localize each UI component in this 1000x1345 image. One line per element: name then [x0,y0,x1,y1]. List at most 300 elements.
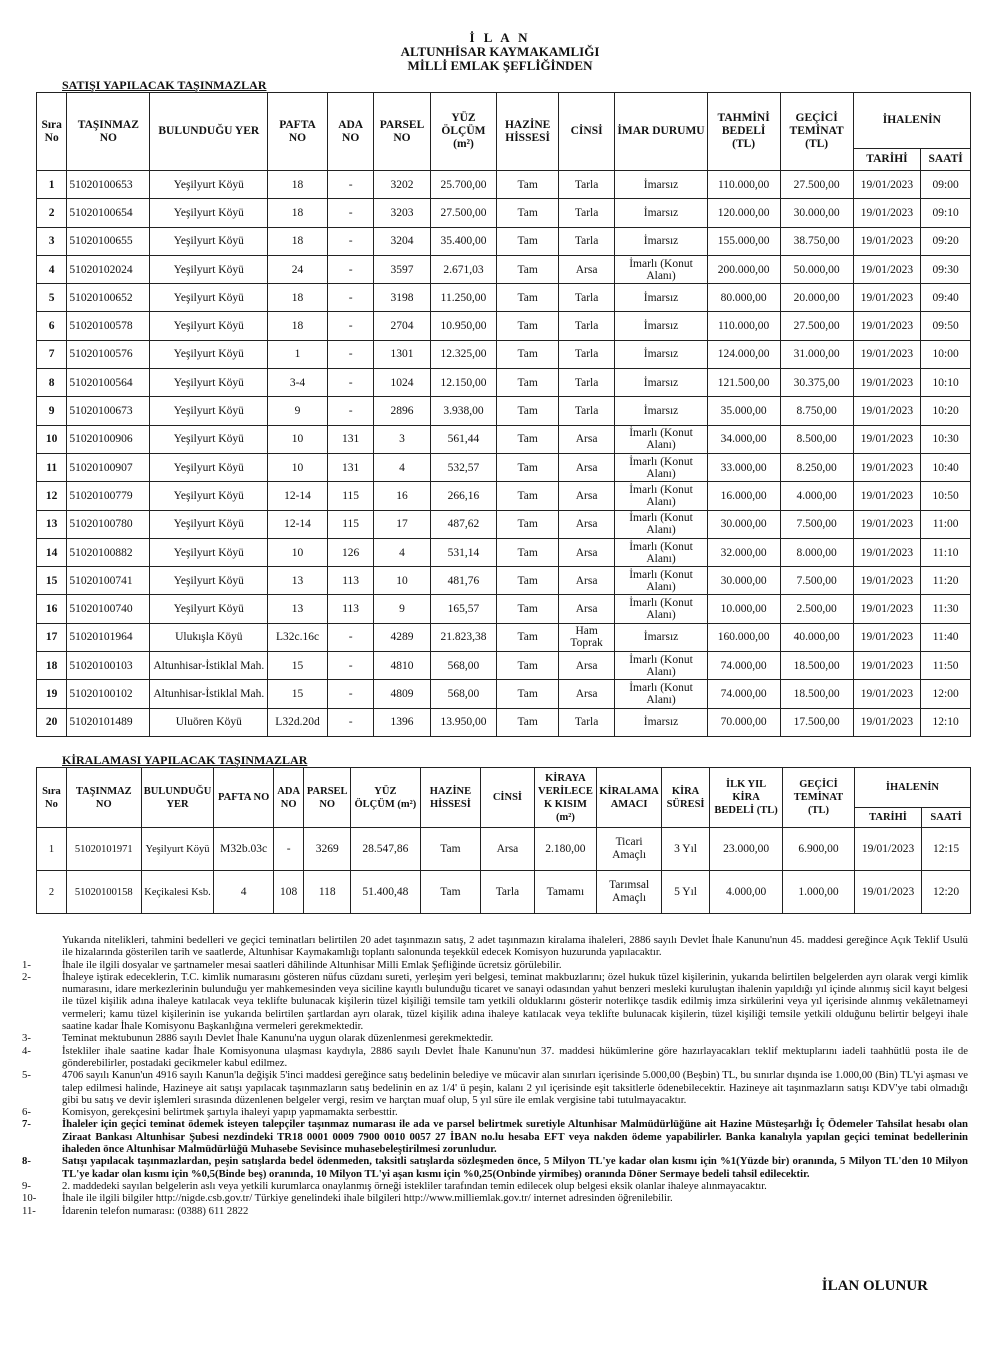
col-ada: ADA NO [273,768,303,828]
table-cell: 31.000,00 [780,340,853,368]
table-row [37,199,971,227]
table-cell: İmarsız [615,623,707,651]
col-hazine: HAZİNE HİSSESİ [497,93,559,171]
table-cell: Ham Toprak [558,623,614,651]
table-cell: 10 [268,453,328,481]
terms-item-text: İhaleler için geçici teminat ödemek isteyen talepçiler taşınmaz numarası ile ada ve parsel belirtmek suretiyle Altunhisar Malmüdürlüğüne ait Hazine Müsteşarlığı İç Ödemeler Tahsilat hesabı olan Ziraat Bankası Altunhisar Şubesi nezdindeki TR18 0001 0009 7900 0010 0057 27 İBAN no.lu hesaba EFT veya nakden ödeme yapabilirler. Banka kanalıyla yapılan geçici teminat bedellerinin ihaleden önce Altunhisar Malmüdürlüğü Muhasebe Sevisince muhasebeleştirilmesi zorunludur. [62,1118,968,1156]
table-row [37,482,971,510]
col-sira: Sıra No [37,768,67,828]
table-cell: 80.000,00 [707,284,780,312]
table-cell: 4 [214,871,274,914]
table-cell: 19/01/2023 [853,171,921,199]
table-row [37,623,971,651]
table-cell: İmarsız [615,708,707,736]
table-cell: 8 [37,369,67,397]
table-cell: 51020100578 [67,312,150,340]
table-cell: - [273,828,303,871]
table-cell: 10:40 [921,453,971,481]
table-row [37,255,971,283]
table-cell: 35.000,00 [707,397,780,425]
table-row [37,708,971,736]
table-cell: 115 [327,510,374,538]
table-cell: 34.000,00 [707,425,780,453]
table-cell: - [327,255,374,283]
table-cell: 10 [37,425,67,453]
sale-section-title: SATIŞI YAPILACAK TAŞINMAZLAR [62,78,267,92]
table-cell: Tarla [558,708,614,736]
table-cell: Yeşilyurt Köyü [150,199,268,227]
col-cinsi: CİNSİ [481,768,535,828]
table-cell: Tam [420,828,480,871]
col-tasinmaz: TAŞINMAZ NO [66,768,141,828]
table-cell: 3 [37,227,67,255]
table-cell: 131 [327,453,374,481]
col-sure: KİRA SÜRESİ [662,768,710,828]
table-cell: 5 [37,284,67,312]
table-cell: Arsa [558,595,614,623]
table-cell: 11 [37,453,67,481]
table-cell: 9 [37,397,67,425]
table-cell: 14 [37,538,67,566]
table-cell: Yeşilyurt Köyü [150,312,268,340]
table-cell: 3-4 [268,369,328,397]
table-cell: Arsa [558,567,614,595]
col-sira: Sıra No [37,93,67,171]
table-cell: 131 [327,425,374,453]
table-cell: 124.000,00 [707,340,780,368]
table-row [37,595,971,623]
table-cell: 19/01/2023 [853,284,921,312]
terms-item-number: 2- [22,970,31,983]
table-row [37,171,971,199]
table-cell: 113 [327,595,374,623]
table-cell: Yeşilyurt Köyü [150,453,268,481]
table-cell: 4 [374,453,430,481]
table-cell: Tarla [558,199,614,227]
col-pafta: PAFTA NO [214,768,274,828]
terms-item-text: 4706 sayılı Kanun'un 4916 sayılı Kanun'la değişik 5'inci maddesi gereğince satış bedelinin belediye ve mücavir alan sınırları içerisinde 5.000,00 (Beşbin) TL, bu sınırlar dışında ise 1.000,00 (Bin) TL'yi aşması ve talep edilmesi halinde, Hazineye ait satışı yapılacak taşınmazların satış bedelinin en az 1/4' ü peşin, kalanı 2 yıl içerisinde eşit taksitlerle ödenebilecektir. Hazineye ait taşınmazların satışı KDV'ye tabi olmadığı gibi bu satış ve devir işlemleri sırasında düzenlenen belgeler vergi, resim ve harçtan muaf olup, 5 yıl süre ile emlak vergisine tabi tutulmayacaktır. [62,1069,968,1106]
table-cell: 51020100653 [67,171,150,199]
table-cell: 5 Yıl [662,871,710,914]
col-teminat: GEÇİCİ TEMİNAT (TL) [780,93,853,171]
table-cell: 2 [37,199,67,227]
table-cell: 126 [327,538,374,566]
table-cell: Tarla [558,397,614,425]
table-cell: 74.000,00 [707,652,780,680]
table-cell: 51020100740 [67,595,150,623]
table-cell: 17 [374,510,430,538]
table-cell: - [327,397,374,425]
table-cell: 23.000,00 [710,828,783,871]
table-cell: İmarlı (Konut Alanı) [615,482,707,510]
table-cell: 18 [268,199,328,227]
table-cell: Yeşilyurt Köyü [150,567,268,595]
table-cell: 11:20 [921,567,971,595]
table-cell: Tam [497,623,559,651]
table-cell: Yeşilyurt Köyü [150,171,268,199]
table-cell: 19/01/2023 [853,482,921,510]
table-cell: 12-14 [268,510,328,538]
table-cell: 30.000,00 [707,510,780,538]
terms-item [22,1069,968,1106]
table-cell: Yeşilyurt Köyü [150,340,268,368]
table-cell: 51020100780 [67,510,150,538]
table-cell: - [327,199,374,227]
table-cell: Arsa [558,453,614,481]
table-cell: 16.000,00 [707,482,780,510]
terms-item-number: 10- [22,1192,37,1205]
table-cell: 20.000,00 [780,284,853,312]
terms-item [22,970,968,1033]
table-cell: Arsa [481,828,535,871]
table-cell: Yeşilyurt Köyü [150,284,268,312]
terms-item-text: İstekliler ihale saatine kadar İhale Komisyonuna ulaşması kaydıyla, 2886 sayılı Devlet İhale Kanunu'nun 37. maddesi hükümlerine göre hazırlayacakları teklif mektuplarını iadeli taahhütlü posta ile de gönderebilirler, postadaki gecikmeler kabul edilmez. [62,1044,968,1069]
table-cell: Tam [497,538,559,566]
table-cell: Tam [497,680,559,708]
table-cell: Tamamı [534,871,597,914]
table-cell: 7 [37,340,67,368]
table-cell: 70.000,00 [707,708,780,736]
table-cell: 9 [268,397,328,425]
table-cell: 19/01/2023 [853,623,921,651]
table-cell: 7.500,00 [780,567,853,595]
table-cell: Yeşilyurt Köyü [150,397,268,425]
table-cell: Yeşilyurt Köyü [150,227,268,255]
terms-item-text: İhale ile ilgili bilgiler http://nigde.csb.gov.tr/ Türkiye genelindeki ihale bilgileri http://www.milliemlak.gov.tr/ internet adresinden öğrenilebilir. [62,1192,673,1205]
table-cell: İmarlı (Konut Alanı) [615,425,707,453]
table-cell: 155.000,00 [707,227,780,255]
table-cell: 38.750,00 [780,227,853,255]
terms-item [22,1155,968,1180]
terms-item-number: 11- [22,1204,36,1217]
notice-title: İ L A N [469,30,531,45]
table-cell: 19/01/2023 [853,595,921,623]
table-cell: Tarımsal Amaçlı [597,871,662,914]
table-cell: İmarsız [615,312,707,340]
col-yer: BULUNDUĞU YER [150,93,268,171]
table-cell: 18.500,00 [780,680,853,708]
table-cell: 1396 [374,708,430,736]
table-cell: 7.500,00 [780,510,853,538]
table-row [37,340,971,368]
table-cell: İmarlı (Konut Alanı) [615,453,707,481]
table-cell: Tam [497,595,559,623]
table-cell: Uluören Köyü [150,708,268,736]
table-cell: 19/01/2023 [853,340,921,368]
col-hazine: HAZİNE HİSSESİ [420,768,480,828]
col-bedel: TAHMİNİ BEDELİ (TL) [707,93,780,171]
table-cell: 561,44 [430,425,497,453]
table-cell: Tarla [558,227,614,255]
rent-table [36,767,971,914]
table-cell: Tarla [558,171,614,199]
table-cell: Altunhisar-İstiklal Mah. [150,652,268,680]
table-cell: Tam [497,652,559,680]
table-cell: 3204 [374,227,430,255]
table-cell: 4.000,00 [780,482,853,510]
table-cell: Tam [497,340,559,368]
table-cell: 12:15 [922,828,971,871]
table-cell: 27.500,00 [780,171,853,199]
table-cell: İmarsız [615,227,707,255]
table-cell: 09:00 [921,171,971,199]
table-cell: Keçikalesi Ksb. [141,871,214,914]
authority-unit: MİLLİ EMLAK ŞEFLİĞİNDEN [407,58,593,73]
table-cell: 10:50 [921,482,971,510]
table-cell: 4809 [374,680,430,708]
table-cell: 32.000,00 [707,538,780,566]
table-cell: 2896 [374,397,430,425]
col-parsel: PARSEL NO [304,768,351,828]
table-cell: 15 [268,680,328,708]
table-cell: 1 [37,828,67,871]
table-cell: 12.325,00 [430,340,497,368]
table-cell: - [327,284,374,312]
authority-name: ALTUNHİSAR KAYMAKAMLIĞI [400,44,600,59]
table-cell: Tam [497,171,559,199]
table-cell: 19/01/2023 [853,652,921,680]
table-cell: 19/01/2023 [853,567,921,595]
table-cell: Tam [497,482,559,510]
table-cell: 18 [268,227,328,255]
table-cell: 13 [268,595,328,623]
terms-item-number: 9- [22,1179,31,1192]
table-cell: 12 [37,482,67,510]
table-cell: 51020100673 [67,397,150,425]
table-cell: 6.900,00 [783,828,855,871]
table-cell: 568,00 [430,680,497,708]
table-cell: 4 [374,538,430,566]
table-cell: - [327,623,374,651]
table-cell: 3202 [374,171,430,199]
terms-item-number: 8- [22,1155,31,1168]
table-cell: 3.938,00 [430,397,497,425]
table-cell: Tam [497,284,559,312]
table-row [37,227,971,255]
table-cell: Tam [497,397,559,425]
table-row [37,538,971,566]
table-cell: L32c.16c [268,623,328,651]
table-cell: Yeşilyurt Köyü [150,595,268,623]
table-cell: 3203 [374,199,430,227]
col-cinsi: CİNSİ [558,93,614,171]
col-saat: SAATİ [922,808,971,828]
table-cell: Tarla [558,369,614,397]
col-tarih: TARİHİ [854,808,921,828]
table-cell: Tam [420,871,480,914]
table-cell: Yeşilyurt Köyü [150,510,268,538]
terms-item [22,1032,968,1045]
table-cell: Yeşilyurt Köyü [150,369,268,397]
table-cell: Tarla [481,871,535,914]
terms-item [22,1044,968,1070]
col-ihale: İHALENİN [853,93,970,149]
table-cell: 09:10 [921,199,971,227]
table-cell: 13.950,00 [430,708,497,736]
table-cell: 3597 [374,255,430,283]
table-cell: 51020100906 [67,425,150,453]
table-cell: 160.000,00 [707,623,780,651]
table-cell: Tam [497,708,559,736]
rent-section-title: KİRALAMASI YAPILACAK TAŞINMAZLAR [62,753,308,767]
table-cell: 1 [37,171,67,199]
table-cell: 51020101489 [67,708,150,736]
terms-item-text: Komisyon, gerekçesini belirtmek şartıyla ihaleyi yapıp yapmamakta serbesttir. [62,1106,398,1119]
table-cell: 21.823,38 [430,623,497,651]
terms-item-number: 5- [22,1069,31,1082]
table-cell: 19/01/2023 [854,828,921,871]
col-yuzolcum: YÜZ ÖLÇÜM (m²) [430,93,497,171]
table-cell: Tam [497,255,559,283]
terms-item-text: İdarenin telefon numarası: (0388) 611 2822 [62,1204,249,1217]
table-row [37,425,971,453]
table-cell: 09:50 [921,312,971,340]
table-cell: 2.500,00 [780,595,853,623]
table-cell: - [327,652,374,680]
table-cell: 51020100882 [67,538,150,566]
table-cell: Tam [497,425,559,453]
table-cell: 15 [268,652,328,680]
table-cell: 532,57 [430,453,497,481]
table-row [37,680,971,708]
table-cell: 3269 [304,828,351,871]
table-cell: 19/01/2023 [853,312,921,340]
table-cell: Arsa [558,255,614,283]
col-kiraya: KİRAYA VERİLECE K KISIM (m²) [534,768,597,828]
table-cell: 51020100102 [67,680,150,708]
table-row [37,871,971,914]
col-yer: BULUNDUĞU YER [141,768,214,828]
table-cell: 10.000,00 [707,595,780,623]
col-bedel: İLK YIL KİRA BEDELİ (TL) [710,768,783,828]
table-cell: Yeşilyurt Köyü [150,482,268,510]
table-cell: Yeşilyurt Köyü [150,255,268,283]
table-cell: 24 [268,255,328,283]
table-cell: 18 [37,652,67,680]
table-cell: 10 [268,538,328,566]
terms-item [22,1204,968,1217]
table-cell: 51020100779 [67,482,150,510]
table-cell: 51020100907 [67,453,150,481]
table-cell: 18 [268,284,328,312]
table-cell: 9 [374,595,430,623]
col-teminat: GEÇİCİ TEMİNAT (TL) [783,768,855,828]
table-cell: 20 [37,708,67,736]
table-cell: Tam [497,199,559,227]
table-cell: 13 [268,567,328,595]
col-ihale: İHALENİN [854,768,970,808]
table-cell: 19/01/2023 [853,425,921,453]
terms-item-number: 3- [22,1032,31,1045]
col-pafta: PAFTA NO [268,93,328,171]
terms-item-text: İhale ile ilgili dosyalar ve şartnameler mesai saatleri dâhilinde Altunhisar Milli Emlak Şefliğinde ücretsiz görülebilir. [62,958,562,971]
table-row [37,828,971,871]
table-cell: Yeşilyurt Köyü [150,538,268,566]
closing-statement: İLAN OLUNUR [821,1278,928,1294]
table-cell: Tam [497,312,559,340]
table-cell: 11:40 [921,623,971,651]
terms-intro: Yukarıda nitelikleri, tahmini bedelleri ve geçici teminatları belirtilen 20 adet taşınmazın satış, 2 adet taşınmazın kiralama ihaleleri, 2886 sayılı Devlet İhale Kanunu'nun 45. maddesi gereğince Açık Teklif Usulü ile hizalarında gösterilen tarih ve saatlerde, Altunhisar Kaymakamlığı toplantı salonunda teşekkül edecek Komisyon huzurunda yapılacaktır. [62,934,968,959]
table-cell: İmarlı (Konut Alanı) [615,538,707,566]
table-cell: İmarsız [615,397,707,425]
table-cell: 568,00 [430,652,497,680]
table-row [37,284,971,312]
table-cell: 09:20 [921,227,971,255]
table-cell: 51020100654 [67,199,150,227]
col-yuzolcum: YÜZ ÖLÇÜM (m²) [351,768,421,828]
table-cell: 51020100576 [67,340,150,368]
terms-item-text: Teminat mektubunun 2886 sayılı Devlet İhale Kanunu'na uygun olarak düzenlenmesi gerekmektedir. [62,1032,494,1045]
table-cell: 19/01/2023 [853,199,921,227]
table-cell: 6 [37,312,67,340]
table-cell: Tam [497,567,559,595]
table-cell: 18.500,00 [780,652,853,680]
table-cell: 19/01/2023 [853,538,921,566]
table-cell: 120.000,00 [707,199,780,227]
terms-item [22,1192,968,1205]
table-cell: 27.500,00 [430,199,497,227]
table-cell: Ulukışla Köyü [150,623,268,651]
table-cell: 51020101964 [67,623,150,651]
table-cell: 4810 [374,652,430,680]
table-cell: - [327,340,374,368]
col-saat: SAATİ [921,149,971,171]
table-cell: 17 [37,623,67,651]
table-cell: Arsa [558,680,614,708]
table-cell: İmarlı (Konut Alanı) [615,255,707,283]
table-cell: 8.250,00 [780,453,853,481]
table-cell: Yeşilyurt Köyü [141,828,214,871]
table-cell: 8.750,00 [780,397,853,425]
table-cell: - [327,369,374,397]
col-tarih: TARİHİ [853,149,921,171]
table-cell: 16 [37,595,67,623]
table-cell: Tarla [558,312,614,340]
table-cell: 10:10 [921,369,971,397]
table-cell: 16 [374,482,430,510]
table-cell: 10.950,00 [430,312,497,340]
table-cell: İmarsız [615,171,707,199]
table-cell: İmarsız [615,284,707,312]
table-cell: 51020101971 [66,828,141,871]
table-cell: İmarlı (Konut Alanı) [615,595,707,623]
table-cell: Arsa [558,482,614,510]
table-cell: Arsa [558,510,614,538]
table-cell: 51020100655 [67,227,150,255]
terms-section [22,934,968,1217]
table-cell: 108 [273,871,303,914]
table-cell: 51020100652 [67,284,150,312]
table-cell: İmarsız [615,199,707,227]
table-cell: 28.547,86 [351,828,421,871]
table-cell: 18 [268,312,328,340]
table-cell: 51020100103 [67,652,150,680]
table-cell: 13 [37,510,67,538]
table-row [37,397,971,425]
table-cell: 3 Yıl [662,828,710,871]
table-cell: 74.000,00 [707,680,780,708]
table-cell: - [327,227,374,255]
table-cell: - [327,171,374,199]
table-cell: 266,16 [430,482,497,510]
terms-item-number: 6- [22,1106,31,1119]
table-cell: Tam [497,510,559,538]
table-cell: Tarla [558,284,614,312]
table-cell: 12:20 [922,871,971,914]
table-row [37,312,971,340]
table-cell: 10 [374,567,430,595]
table-cell: 19/01/2023 [854,871,921,914]
